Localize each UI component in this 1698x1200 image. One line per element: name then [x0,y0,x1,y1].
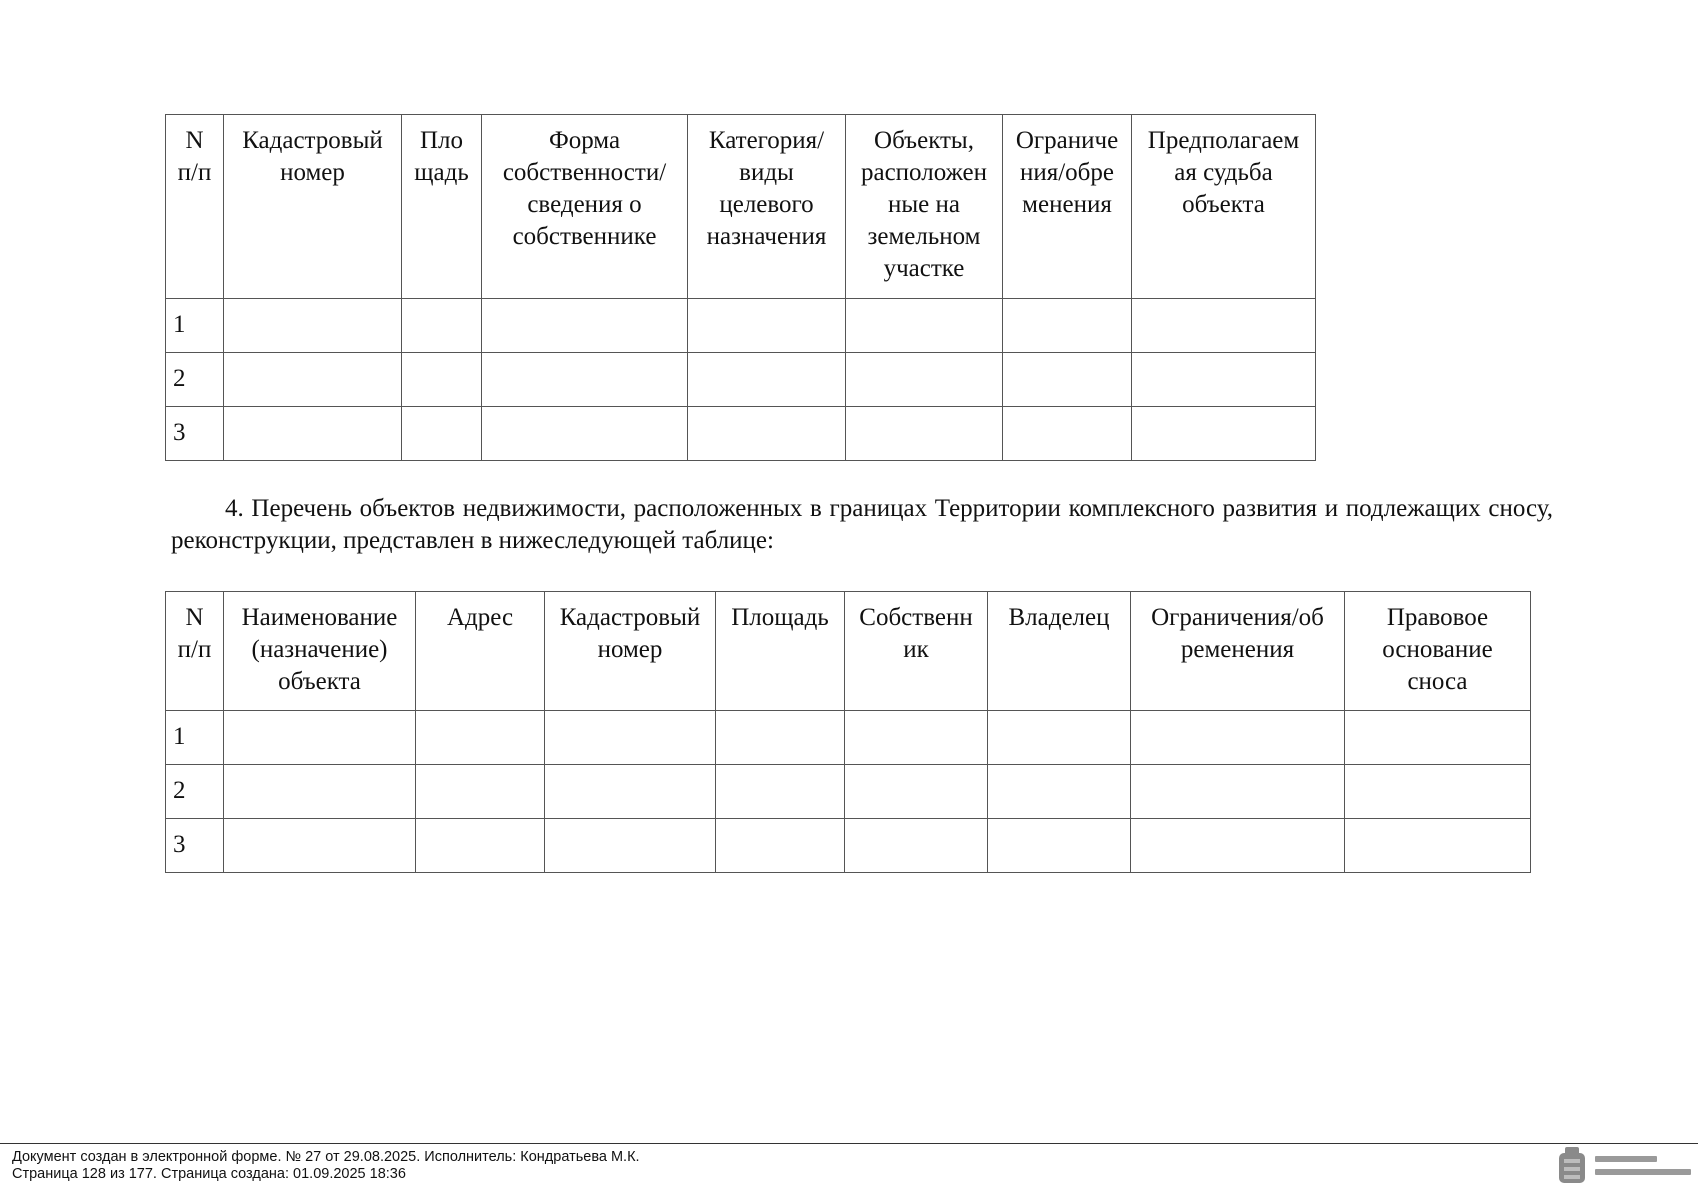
table-cell [1003,407,1132,461]
row-number: 2 [166,353,224,407]
table-cell [845,765,988,819]
table-cell [545,819,716,873]
table-cell [1003,353,1132,407]
header-cell: Ограничения/об ременения [1131,592,1345,711]
table-row [166,299,1316,353]
header-cell: Кадастровый номер [545,592,716,711]
header-cell: Правовое основание сноса [1345,592,1531,711]
table-cell [988,819,1131,873]
table-cell [224,299,402,353]
table-row [166,407,1316,461]
table-cell [716,765,845,819]
table-cell [688,407,846,461]
table-row [166,765,1531,819]
header-cell: Ограниче ния/обре менения [1003,115,1132,299]
table-cell [688,299,846,353]
header-cell: N п/п [166,115,224,299]
table-cell [845,819,988,873]
table-cell [224,819,416,873]
header-cell: Форма собственности/ сведения о собственнике [482,115,688,299]
table-cell [224,353,402,407]
government-emblem-icon [1555,1143,1695,1189]
table-row [166,353,1316,407]
table-cell [1132,407,1316,461]
table-row [166,711,1531,765]
table-header-row [166,115,1316,299]
table-cell [688,353,846,407]
table-cell [545,711,716,765]
table-cell [1131,711,1345,765]
header-cell: Пло щадь [402,115,482,299]
header-cell: Кадастровый номер [224,115,402,299]
header-cell: Объекты, расположен ные на земельном участке [846,115,1003,299]
row-number: 1 [166,711,224,765]
table-cell [1345,819,1531,873]
table-cell [402,353,482,407]
table-cell [716,819,845,873]
table-cell [402,299,482,353]
table-header-row [166,592,1531,711]
table-cell [846,299,1003,353]
table-cell [1131,765,1345,819]
table-cell [1131,819,1345,873]
land-plots-table [165,114,1316,461]
table-cell [545,765,716,819]
footer-divider [0,1143,1698,1144]
table-cell [416,819,545,873]
footer-document-info: Документ создан в электронной форме. № 27 от 29.08.2025. Исполнитель: Кондратьева М.К. [12,1149,640,1165]
table-cell [1345,711,1531,765]
table-row [166,819,1531,873]
table-cell [845,711,988,765]
table-cell [988,711,1131,765]
table-cell [224,711,416,765]
table-cell [482,353,688,407]
section-4-paragraph: 4. Перечень объектов недвижимости, расположенных в границах Территории комплексного развития и подлежащих сносу, реконструкции, представлен в нижеследующей таблице: [171,495,1553,554]
table-cell [1345,765,1531,819]
header-cell: N п/п [166,592,224,711]
table-cell [224,765,416,819]
demolition-objects-table [165,591,1531,873]
table-cell [846,407,1003,461]
header-cell: Площадь [716,592,845,711]
table-cell [402,407,482,461]
header-cell: Владелец [988,592,1131,711]
table-cell [1132,353,1316,407]
table-cell [1003,299,1132,353]
table-cell [416,765,545,819]
row-number: 1 [166,299,224,353]
table-cell [416,711,545,765]
table-cell [482,299,688,353]
table-cell [224,407,402,461]
row-number: 3 [166,819,224,873]
header-cell: Адрес [416,592,545,711]
footer-page-info: Страница 128 из 177. Страница создана: 01.09.2025 18:36 [12,1166,406,1182]
table-cell [716,711,845,765]
table-cell [846,353,1003,407]
document-footer [12,1149,640,1183]
table-cell [988,765,1131,819]
row-number: 2 [166,765,224,819]
header-cell: Наименование (назначение) объекта [224,592,416,711]
header-cell: Предполагаем ая судьба объекта [1132,115,1316,299]
header-cell: Собственн ик [845,592,988,711]
header-cell: Категория/ виды целевого назначения [688,115,846,299]
table-cell [1132,299,1316,353]
table-cell [482,407,688,461]
row-number: 3 [166,407,224,461]
